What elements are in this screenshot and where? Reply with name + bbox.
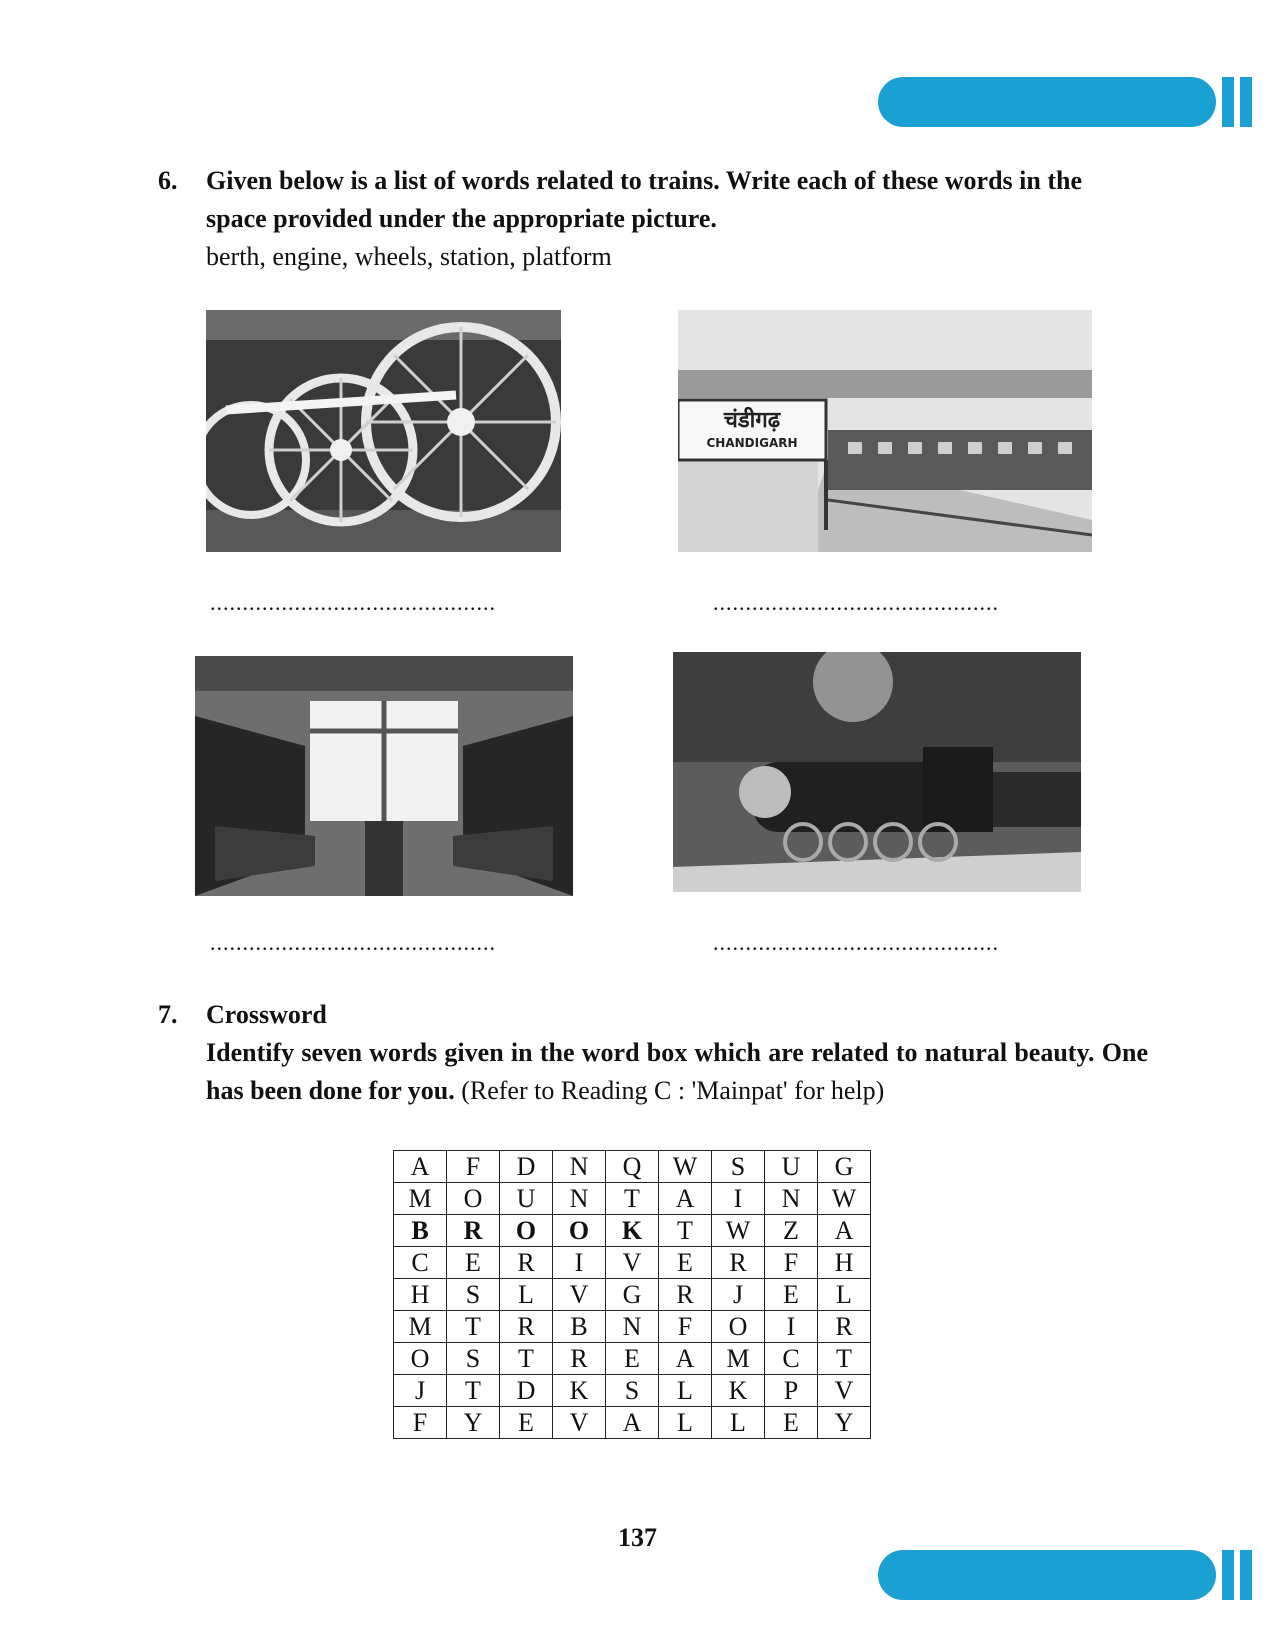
grid-cell[interactable]: V (606, 1247, 659, 1279)
grid-cell[interactable]: Q (606, 1151, 659, 1183)
grid-cell[interactable]: O (712, 1311, 765, 1343)
wheels-picture (206, 310, 561, 552)
grid-cell[interactable]: L (500, 1279, 553, 1311)
question-7 (158, 996, 1148, 1110)
grid-cell[interactable]: R (818, 1311, 871, 1343)
grid-cell[interactable]: W (712, 1215, 765, 1247)
grid-cell[interactable]: W (818, 1183, 871, 1215)
grid-cell[interactable]: S (712, 1151, 765, 1183)
grid-cell[interactable]: F (394, 1407, 447, 1439)
grid-cell[interactable]: T (447, 1375, 500, 1407)
question-number: 6. (158, 166, 178, 195)
grid-row (394, 1151, 871, 1183)
grid-cell[interactable]: E (765, 1279, 818, 1311)
station-picture (678, 310, 1092, 552)
station-sign-hindi: चंडीगढ़ (723, 408, 781, 433)
grid-cell[interactable]: N (765, 1183, 818, 1215)
grid-cell[interactable]: S (447, 1343, 500, 1375)
grid-cell[interactable]: T (447, 1311, 500, 1343)
grid-cell[interactable]: R (553, 1343, 606, 1375)
grid-cell[interactable]: T (659, 1215, 712, 1247)
grid-cell[interactable]: M (712, 1343, 765, 1375)
grid-row (394, 1247, 871, 1279)
grid-cell[interactable]: W (659, 1151, 712, 1183)
question-instruction: Given below is a list of words related to trains. Write each of these words in the space provided under the appropriate picture. (206, 166, 1082, 233)
grid-cell[interactable]: L (712, 1407, 765, 1439)
grid-cell[interactable]: V (553, 1407, 606, 1439)
grid-cell[interactable]: M (394, 1183, 447, 1215)
grid-cell[interactable]: E (606, 1343, 659, 1375)
grid-cell[interactable]: P (765, 1375, 818, 1407)
grid-cell[interactable]: K (712, 1375, 765, 1407)
grid-cell[interactable]: G (818, 1151, 871, 1183)
answer-blank-3[interactable]: ............................................ (210, 930, 496, 955)
grid-cell[interactable]: B (394, 1215, 447, 1247)
grid-cell[interactable]: G (606, 1279, 659, 1311)
grid-cell[interactable]: H (394, 1279, 447, 1311)
grid-cell[interactable]: J (712, 1279, 765, 1311)
grid-cell[interactable]: E (765, 1407, 818, 1439)
grid-cell[interactable]: K (553, 1375, 606, 1407)
grid-cell[interactable]: E (500, 1407, 553, 1439)
grid-cell[interactable]: Z (765, 1215, 818, 1247)
grid-cell[interactable]: R (712, 1247, 765, 1279)
question-number: 7. (158, 1000, 178, 1029)
grid-cell[interactable]: T (606, 1183, 659, 1215)
station-sign-english: CHANDIGARH (706, 436, 798, 450)
grid-cell[interactable]: B (553, 1311, 606, 1343)
grid-cell[interactable]: R (659, 1279, 712, 1311)
grid-cell[interactable]: E (659, 1247, 712, 1279)
word-search-grid (393, 1150, 871, 1439)
grid-cell[interactable]: J (394, 1375, 447, 1407)
word-list: berth, engine, wheels, station, platform (206, 242, 612, 271)
grid-cell[interactable]: S (447, 1279, 500, 1311)
grid-cell[interactable]: R (500, 1311, 553, 1343)
grid-cell[interactable]: C (394, 1247, 447, 1279)
grid-cell[interactable]: E (447, 1247, 500, 1279)
instruction-bold: Identify seven words given in the word box which are related to natural beauty. One has been done for you. (206, 1038, 1148, 1105)
grid-cell[interactable]: L (818, 1279, 871, 1311)
grid-cell[interactable]: T (818, 1343, 871, 1375)
grid-cell[interactable]: N (606, 1311, 659, 1343)
page-number: 137 (618, 1523, 657, 1552)
grid-cell[interactable]: D (500, 1151, 553, 1183)
header-decoration (878, 77, 1275, 127)
grid-cell[interactable]: U (500, 1183, 553, 1215)
grid-cell[interactable]: O (394, 1343, 447, 1375)
grid-cell[interactable]: Y (818, 1407, 871, 1439)
grid-cell[interactable]: A (394, 1151, 447, 1183)
grid-cell[interactable]: M (394, 1311, 447, 1343)
grid-cell[interactable]: S (606, 1375, 659, 1407)
grid-row (394, 1375, 871, 1407)
grid-cell[interactable]: N (553, 1151, 606, 1183)
engine-picture (673, 652, 1081, 892)
grid-row (394, 1183, 871, 1215)
answer-blank-2[interactable]: ............................................ (713, 590, 999, 615)
grid-row (394, 1279, 871, 1311)
grid-cell[interactable]: A (818, 1215, 871, 1247)
grid-cell[interactable]: D (500, 1375, 553, 1407)
grid-row (394, 1343, 871, 1375)
grid-cell[interactable]: O (447, 1183, 500, 1215)
grid-cell[interactable]: F (659, 1311, 712, 1343)
grid-cell[interactable]: L (659, 1407, 712, 1439)
grid-cell[interactable]: C (765, 1343, 818, 1375)
grid-cell[interactable]: A (659, 1183, 712, 1215)
grid-cell[interactable]: R (500, 1247, 553, 1279)
answer-blank-4[interactable]: ............................................ (713, 930, 999, 955)
grid-cell[interactable]: K (606, 1215, 659, 1247)
question-title: Crossword (206, 1000, 327, 1029)
grid-cell[interactable]: Y (447, 1407, 500, 1439)
grid-cell[interactable]: V (553, 1279, 606, 1311)
grid-cell[interactable]: O (553, 1215, 606, 1247)
grid-cell[interactable]: N (553, 1183, 606, 1215)
grid-cell[interactable]: O (500, 1215, 553, 1247)
grid-row (394, 1311, 871, 1343)
grid-cell[interactable]: R (447, 1215, 500, 1247)
footer-decoration (878, 1550, 1275, 1600)
question-instruction (206, 1034, 1148, 1110)
grid-cell[interactable]: F (765, 1247, 818, 1279)
instruction-note: (Refer to Reading C : 'Mainpat' for help) (461, 1076, 885, 1105)
answer-blank-1[interactable]: ............................................ (210, 590, 496, 615)
grid-cell[interactable]: I (712, 1183, 765, 1215)
question-6 (158, 162, 1148, 276)
grid-cell[interactable]: T (500, 1343, 553, 1375)
grid-cell[interactable]: A (659, 1343, 712, 1375)
grid-cell[interactable]: I (765, 1311, 818, 1343)
grid-row (394, 1407, 871, 1439)
grid-cell[interactable]: V (818, 1375, 871, 1407)
grid-cell[interactable]: L (659, 1375, 712, 1407)
grid-cell[interactable]: F (447, 1151, 500, 1183)
grid-cell[interactable]: U (765, 1151, 818, 1183)
grid-cell[interactable]: H (818, 1247, 871, 1279)
grid-cell[interactable]: A (606, 1407, 659, 1439)
grid-row (394, 1215, 871, 1247)
grid-cell[interactable]: I (553, 1247, 606, 1279)
berth-picture (195, 656, 573, 896)
